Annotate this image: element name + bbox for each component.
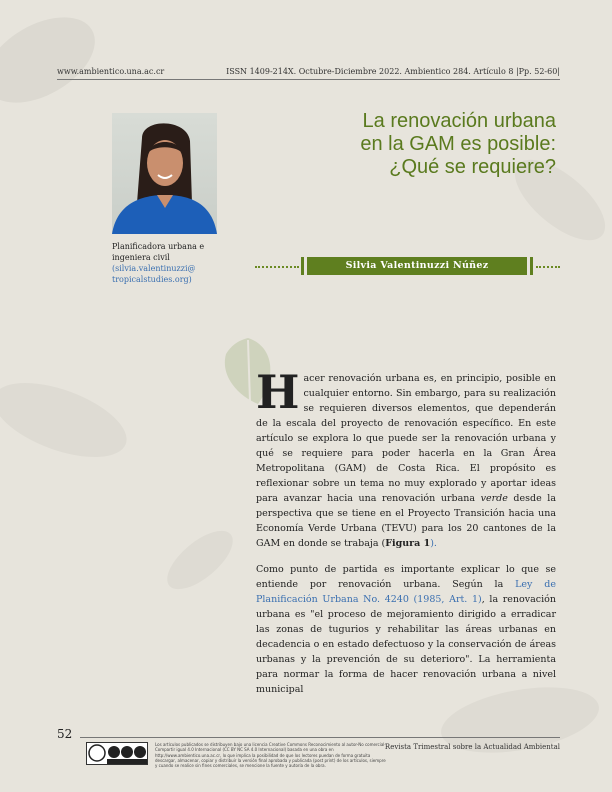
dropcap: H <box>256 365 300 419</box>
article-body <box>256 365 556 708</box>
figure-1-reference[interactable]: Figura 1 <box>385 538 431 549</box>
paragraph-1 <box>256 365 556 551</box>
p1-italic: verde <box>480 493 508 504</box>
p1-end: ). <box>430 538 437 549</box>
license-text: Los artículos publicados se distribuyen bajo una licencia Creative Commons Reconocimiento al autor-No comercial-Compartir igual 4.0 Internacional (CC BY NC SA 4.0 Internacional) basada en una obra en http://www.ambientico.una.ac.cr, lo que implica la posibilidad de que los lectores puedan de forma gratuita descargar, almacenar, copiar y distribuir la versión final aprobada y publicada (post print) de los artículos, siempre y cuando se realice sin fines comerciales, se mencione la fuente y autoría de la obra. <box>155 742 386 769</box>
p1-text: acer renovación urbana es, en principio, posible en cualquier entorno. Sin embargo, para su realización se requieren diversos elementos, que dependerán de la escala del proyecto de renovación específico. En este artículo se explora lo que puede ser la renovación urbana y qué se requiere para poder hacerla en la Gran Área Metropolitana (GAM) de Costa Rica. El propósito es reflexionar sobre un tema no muy explorado y aportar ideas para avanzar hacia una renovación urbana <box>256 373 556 504</box>
caption-role-line2: ingeniera civil <box>112 253 170 262</box>
page-number: 52 <box>57 727 73 741</box>
paragraph-2 <box>256 562 556 697</box>
title-line1: La renovación urbana <box>362 110 556 132</box>
journal-name: Revista Trimestral sobre la Actualidad Ambiental <box>384 743 560 751</box>
title-line2: en la GAM es posible: <box>360 133 556 155</box>
author-email-link-line1[interactable]: (silvia.valentinuzzi@ <box>112 264 196 273</box>
author-caption <box>112 241 222 285</box>
issn-line: ISSN 1409-214X. Octubre-Diciembre 2022. Ambientico 284. Artículo 8 |Pp. 52-60| <box>226 67 560 76</box>
author-photo <box>112 113 217 234</box>
title-line3: ¿Qué se requiere? <box>389 156 556 178</box>
p1-text-b: desde la perspectiva que se tiene en el Proyecto Transición hacia una Economía Verde Urbana (TEVU) para los 20 cantones de la GAM en donde se trabaja ( <box>256 493 556 549</box>
article-title <box>296 110 556 179</box>
p2-text-a: Como punto de partida es importante explicar lo que se entiende por renovación urbana. Según la <box>256 564 556 590</box>
author-email-link-line2[interactable]: tropicalstudies.org) <box>112 275 192 284</box>
journal-website: www.ambientico.una.ac.cr <box>57 67 165 76</box>
author-name: Silvia Valentinuzzi Núñez <box>307 257 527 275</box>
caption-role-line1: Planificadora urbana e <box>112 242 205 251</box>
author-bar-dots-right <box>536 266 560 268</box>
author-bar <box>255 257 560 275</box>
p2-text-b: , la renovación urbana es "el proceso de mejoramiento dirigido a erradicar las zonas de tugurios y rehabilitar las áreas urbanas en decadencia o en estado defectuoso y la conservación de áreas urbanas y la prevención de su deterioro". La herramienta para normar la forma de hacer renovación urbana a nivel municipal <box>256 594 556 695</box>
footer-rule <box>80 737 560 738</box>
creative-commons-badge-icon <box>86 742 148 765</box>
header-rule <box>57 79 560 80</box>
author-portrait-icon <box>112 113 217 234</box>
author-bar-dots-left <box>255 266 299 268</box>
law-4240-link[interactable]: Ley de Planificación Urbana No. 4240 (1985, Art. 1) <box>256 579 556 605</box>
